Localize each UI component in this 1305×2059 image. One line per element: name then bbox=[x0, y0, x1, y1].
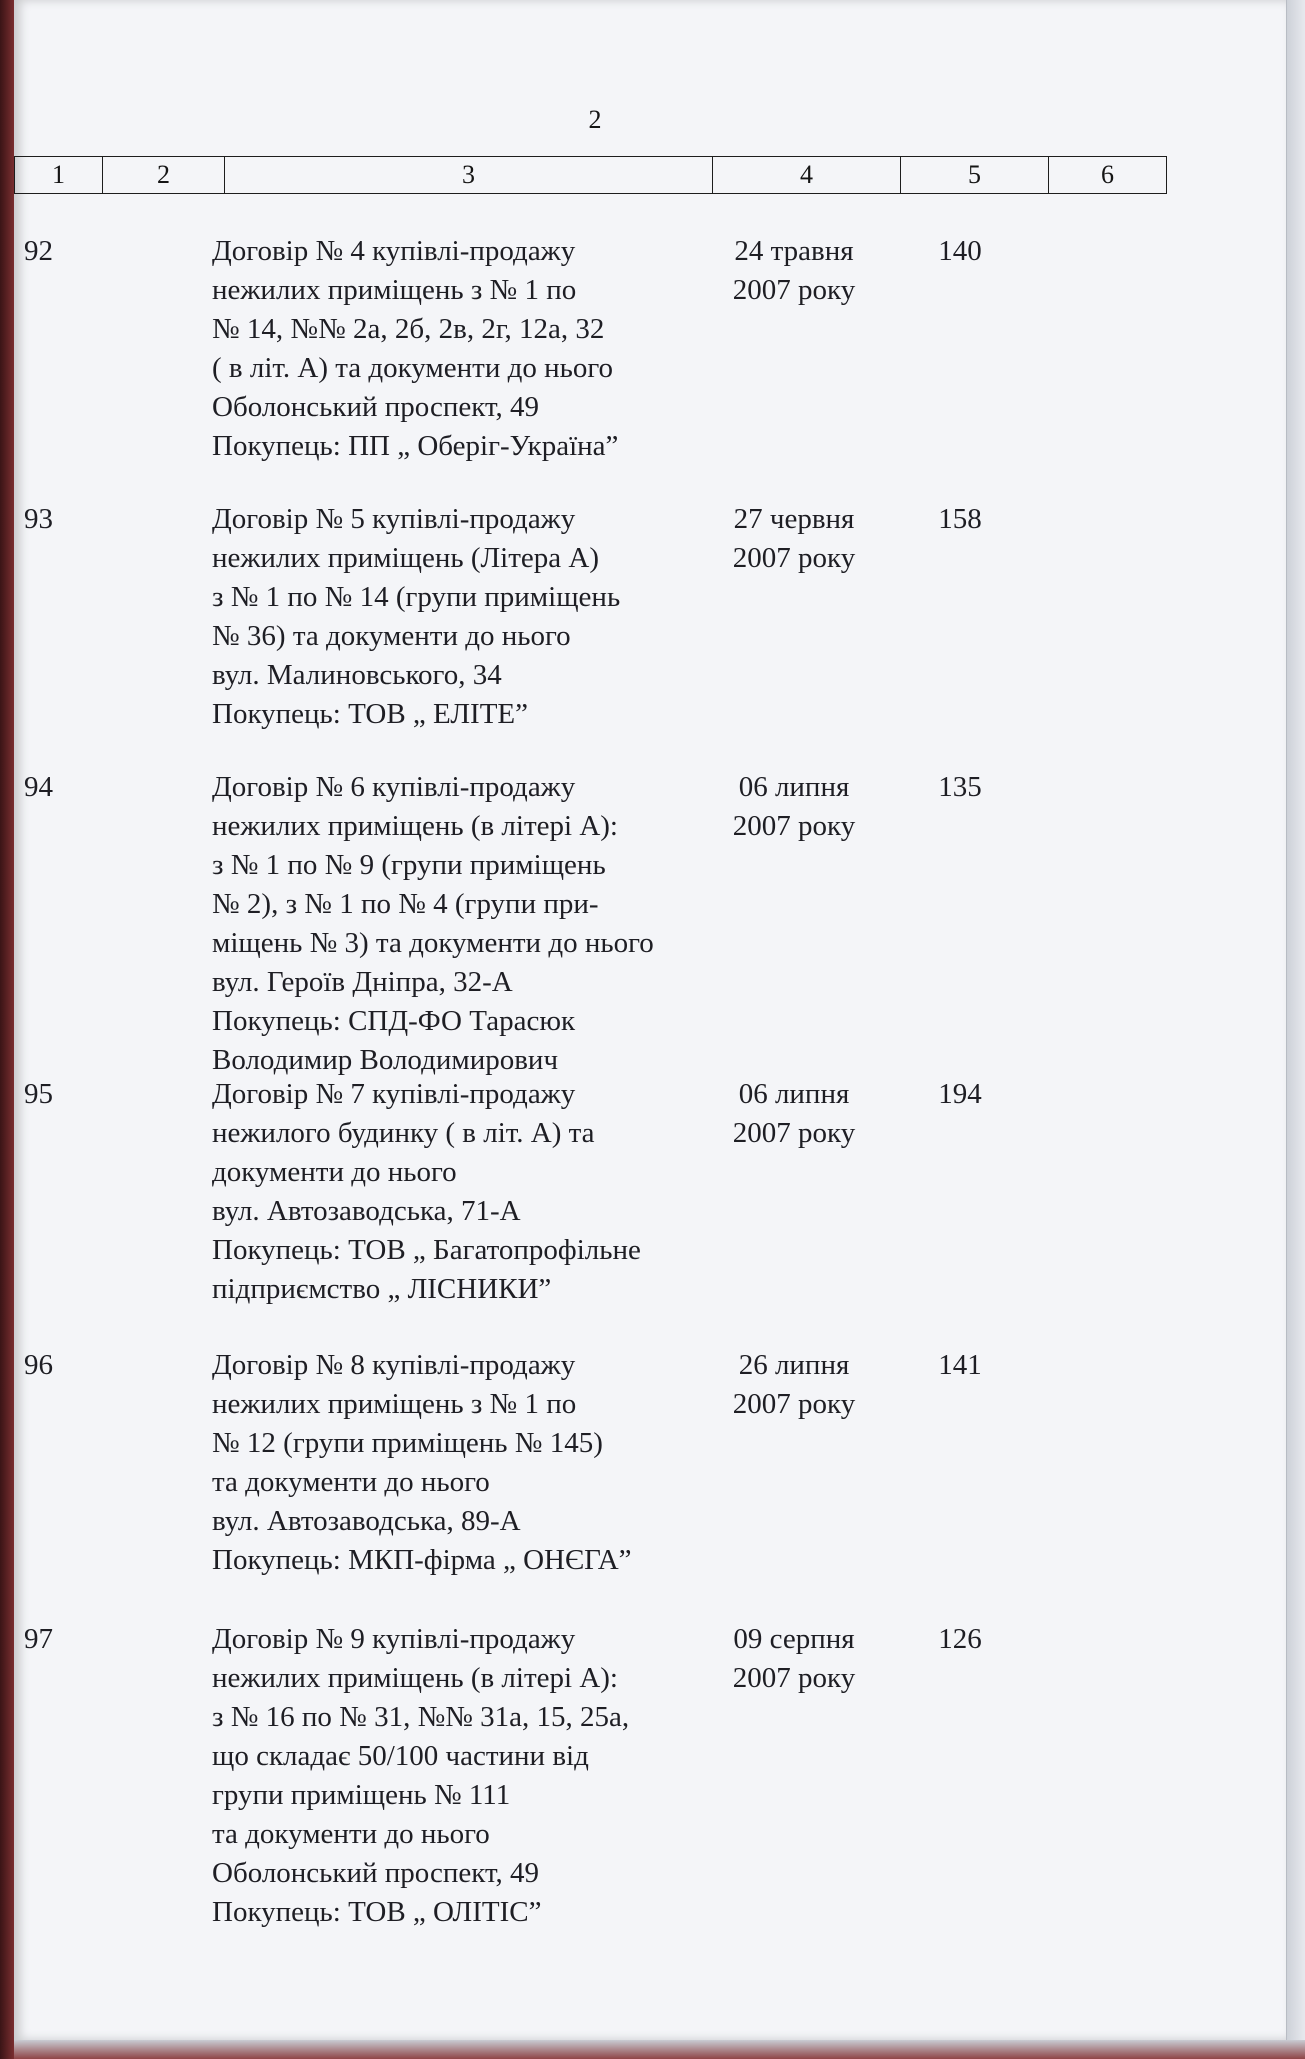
column-header-5: 5 bbox=[901, 157, 1049, 194]
contract-line: Володимир Володимирович bbox=[212, 1044, 559, 1076]
contract-line: Оболонський проспект, 49 bbox=[212, 1857, 539, 1889]
contract-date bbox=[708, 500, 880, 578]
contract-line: вул. Автозаводська, 89-А bbox=[212, 1505, 521, 1537]
contract-date bbox=[708, 1075, 880, 1153]
contract-line: групи приміщень № 111 bbox=[212, 1779, 511, 1811]
date-line: 2007 року bbox=[732, 810, 856, 842]
row-number: 94 bbox=[24, 771, 53, 803]
column-header-3: 3 bbox=[225, 157, 713, 194]
contract-description bbox=[212, 1620, 732, 1932]
contract-line: Договір № 7 купівлі-продажу bbox=[212, 1078, 576, 1110]
contract-line: та документи до нього bbox=[212, 1466, 490, 1498]
column-header-table bbox=[14, 156, 1167, 194]
contract-line: Покупець: СПД-ФО Тарасюк bbox=[212, 1005, 576, 1037]
contract-line: Покупець: ТОВ „ ЕЛІТЕ” bbox=[212, 698, 529, 730]
contract-line: нежилих приміщень (в літері А): bbox=[212, 1662, 618, 1694]
contract-description bbox=[212, 232, 732, 466]
column-header-row bbox=[15, 157, 1167, 194]
contract-line: Покупець: ПП „ Оберіг-Україна” bbox=[212, 430, 619, 462]
sheet-count: 194 bbox=[938, 1078, 982, 1110]
contract-line: Покупець: МКП-фірма „ ОНЄГА” bbox=[212, 1544, 632, 1576]
sheet-count: 140 bbox=[938, 235, 982, 267]
contract-line: нежилих приміщень з № 1 по bbox=[212, 1388, 577, 1420]
date-line: 06 липня bbox=[738, 1078, 850, 1110]
contract-description bbox=[212, 500, 732, 734]
contract-description bbox=[212, 1346, 732, 1580]
date-line: 2007 року bbox=[732, 542, 856, 574]
contract-line: Договір № 8 купівлі-продажу bbox=[212, 1349, 576, 1381]
date-line: 2007 року bbox=[732, 1117, 856, 1149]
contract-line: ( в літ. А) та документи до нього bbox=[212, 352, 614, 384]
column-header-6: 6 bbox=[1049, 157, 1167, 194]
contract-line: нежилих приміщень (в літері А): bbox=[212, 810, 618, 842]
row-number: 97 bbox=[24, 1623, 53, 1655]
date-line: 2007 року bbox=[732, 1388, 856, 1420]
contract-line: Договір № 4 купівлі-продажу bbox=[212, 235, 576, 267]
contract-line: № 14, №№ 2а, 2б, 2в, 2г, 12а, 32 bbox=[212, 313, 605, 345]
date-line: 2007 року bbox=[732, 274, 856, 306]
contract-date bbox=[708, 768, 880, 846]
contract-line: нежилих приміщень з № 1 по bbox=[212, 274, 577, 306]
contract-line: Покупець: ТОВ „ ОЛІТІС” bbox=[212, 1896, 542, 1928]
contract-line: № 36) та документи до нього bbox=[212, 620, 571, 652]
contract-line: міщень № 3) та документи до нього bbox=[212, 927, 654, 959]
contract-date bbox=[708, 232, 880, 310]
contract-line: Договір № 5 купівлі-продажу bbox=[212, 503, 576, 535]
contract-line: з № 1 по № 14 (групи приміщень bbox=[212, 581, 621, 613]
contract-line: вул. Автозаводська, 71-А bbox=[212, 1195, 521, 1227]
date-line: 26 липня bbox=[738, 1349, 850, 1381]
contract-date bbox=[708, 1620, 880, 1698]
contract-line: Покупець: ТОВ „ Багатопрофільне bbox=[212, 1234, 641, 1266]
row-number: 95 bbox=[24, 1078, 53, 1110]
contract-line: підприємство „ ЛІСНИКИ” bbox=[212, 1273, 552, 1305]
sheet-count: 135 bbox=[938, 771, 982, 803]
contract-line: № 12 (групи приміщень № 145) bbox=[212, 1427, 603, 1459]
sheet-count: 158 bbox=[938, 503, 982, 535]
contract-line: документи до нього bbox=[212, 1156, 457, 1188]
page-number: 2 bbox=[588, 105, 602, 134]
sheet-count: 141 bbox=[938, 1349, 982, 1381]
contract-line: Оболонський проспект, 49 bbox=[212, 391, 539, 423]
contract-line: з № 16 по № 31, №№ 31а, 15, 25а, bbox=[212, 1701, 630, 1733]
page-edge bbox=[1286, 0, 1305, 2059]
row-number: 93 bbox=[24, 503, 53, 535]
contract-line: нежилих приміщень (Літера А) bbox=[212, 542, 599, 574]
contract-line: Договір № 9 купівлі-продажу bbox=[212, 1623, 576, 1655]
contract-line: з № 1 по № 9 (групи приміщень bbox=[212, 849, 606, 881]
date-line: 24 травня bbox=[734, 235, 854, 267]
column-header-1: 1 bbox=[15, 157, 103, 194]
contract-line: вул. Малиновського, 34 bbox=[212, 659, 502, 691]
sheet-count: 126 bbox=[938, 1623, 982, 1655]
contract-line: та документи до нього bbox=[212, 1818, 490, 1850]
contract-line: нежилого будинку ( в літ. А) та bbox=[212, 1117, 595, 1149]
contract-line: Договір № 6 купівлі-продажу bbox=[212, 771, 576, 803]
row-number: 92 bbox=[24, 235, 53, 267]
bottom-edge bbox=[14, 2040, 1305, 2059]
date-line: 06 липня bbox=[738, 771, 850, 803]
row-number: 96 bbox=[24, 1349, 53, 1381]
column-header-2: 2 bbox=[103, 157, 225, 194]
contract-line: № 2), з № 1 по № 4 (групи при- bbox=[212, 888, 599, 920]
contract-description bbox=[212, 1075, 732, 1309]
date-line: 2007 року bbox=[732, 1662, 856, 1694]
contract-description bbox=[212, 768, 732, 1080]
contract-date bbox=[708, 1346, 880, 1424]
column-header-4: 4 bbox=[713, 157, 901, 194]
date-line: 09 серпня bbox=[733, 1623, 855, 1655]
contract-line: що складає 50/100 частини від bbox=[212, 1740, 589, 1772]
date-line: 27 червня bbox=[733, 503, 855, 535]
contract-line: вул. Героїв Дніпра, 32-А bbox=[212, 966, 513, 998]
